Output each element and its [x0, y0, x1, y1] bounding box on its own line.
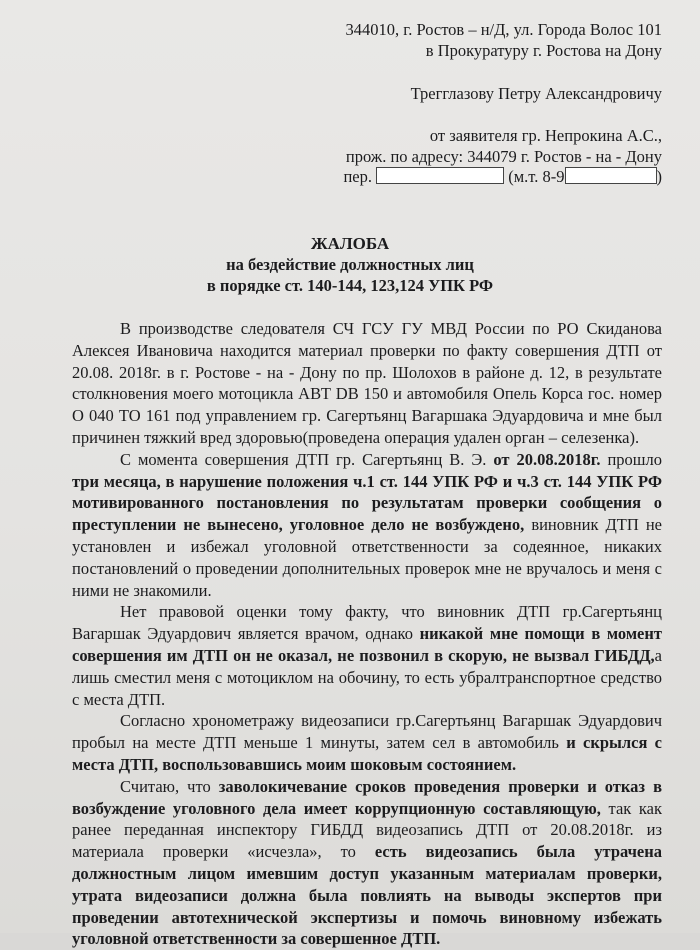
p2-text-e: виновник ДТП не установлен и избежал уголовной ответственности за содеянное, никаких постановлений о проведении дополнительных проверок мне не вручалось и меня с ними не знакомили.	[72, 515, 662, 600]
phone-suffix: )	[656, 167, 662, 186]
complaint-subtitle-1: на бездействие должностных лиц	[226, 255, 474, 274]
phone-prefix: (м.т. 8-9	[508, 167, 565, 186]
p3-bold-no-help: никакой мне помощи в момент совершения им ДТП он не оказал, не позвонил в скорую, не вызвал ГИБДД,	[72, 624, 662, 665]
p2-date: от 20.08.2018г.	[493, 449, 601, 469]
header-address-line: 344010, г. Ростов – н/Д, ул. Города Волос 101	[345, 20, 662, 39]
paragraph-2	[72, 449, 662, 602]
p4-bold-fled: и скрылся с места ДТП, воспользовавшись моим шоковым состоянием.	[72, 733, 662, 774]
header-addressee: Трегглазову Петру Александровичу	[410, 84, 662, 103]
header-residence-line: прож. по адресу: 344079 г. Ростов - на - Дону	[345, 147, 662, 166]
paragraph-5	[72, 776, 662, 950]
redacted-street	[376, 167, 504, 184]
p5-bold-corruption: заволокичевание сроков проведения проверки и отказ в возбуждение уголовного дела имеет коррупционную составляющую,	[72, 776, 662, 818]
p2-bold-violation: три месяца, в нарушение положения ч.1 ст. 144 УПК РФ и ч.3 ст. 144 УПК РФ мотивированного постановления по результатам проверки сообщения о преступлении не вынесено, уголовное дело не возбуждено,	[72, 471, 662, 535]
complaint-body	[72, 318, 662, 950]
header-prosecutor-line: в Прокуратуру г. Ростова на Дону	[425, 41, 662, 60]
header-from-line: от заявителя гр. Непрокина А.С.,	[429, 126, 662, 145]
p3-text-c: а лишь сместил меня с мотоциклом на обочину, то есть убралтранспортное средство с места ДТП.	[72, 645, 662, 709]
complaint-subtitle-2: в порядке ст. 140-144, 123,124 УПК РФ	[206, 276, 494, 295]
complaint-heading: ЖАЛОБА	[310, 234, 390, 253]
redacted-phone	[565, 167, 657, 184]
paragraph-1: В производстве следователя СЧ ГСУ ГУ МВД России по РО Скиданова Алексея Ивановича находится материал проверки по факту совершения ДТП от 20.08. 2018г. в г. Ростове - на - Дону по пр. Шолохов в районе д. 12, в результате столкновения моего мотоцикла АВТ DB 150 и автомобиля Опель Корса гос. номер О 040 ТО 161 под управлением гр. Сагертьянц Вагаршака Эдуардовича и мне был причинен тяжкий вред здоровью(проведена операция удален орган – селезенка).	[72, 319, 662, 447]
paragraph-3	[72, 601, 662, 710]
p2-text-a: С момента совершения ДТП гр. Сагертьянц В. Э.	[120, 449, 494, 469]
p3-text-a: Нет правовой оценки тому факту, что виновник ДТП гр.Сагертьянц Вагаршак Эдуардович является врачом, однако	[72, 602, 662, 644]
p2-text-c: прошло	[600, 449, 662, 469]
p4-text-a: Согласно хронометражу видеозаписи гр.Сагертьянц Вагаршак Эдуардович пробыл на месте ДТП меньше 1 минуты, затем сел в автомобиль	[72, 711, 662, 753]
header-street-line	[343, 167, 662, 187]
p5-text-a: Считаю, что	[120, 776, 219, 796]
p5-text-c: так как ранее переданная инспектору ГИБДД видеозапись ДТП от 20.08.2018г. из материала проверки «исчезла», то	[72, 798, 663, 862]
street-prefix: пер.	[343, 167, 372, 186]
paragraph-4	[72, 710, 662, 775]
p5-bold-video-lost: есть видеозапись была утрачена должностным лицом имевшим доступ указанным материалам проверки, утрата видеозаписи должна была повлиять на выводы экспертов при проведении автотехнической экспертизы и помочь виновному избежать уголовной ответственности за совершенное ДТП.	[72, 842, 662, 949]
